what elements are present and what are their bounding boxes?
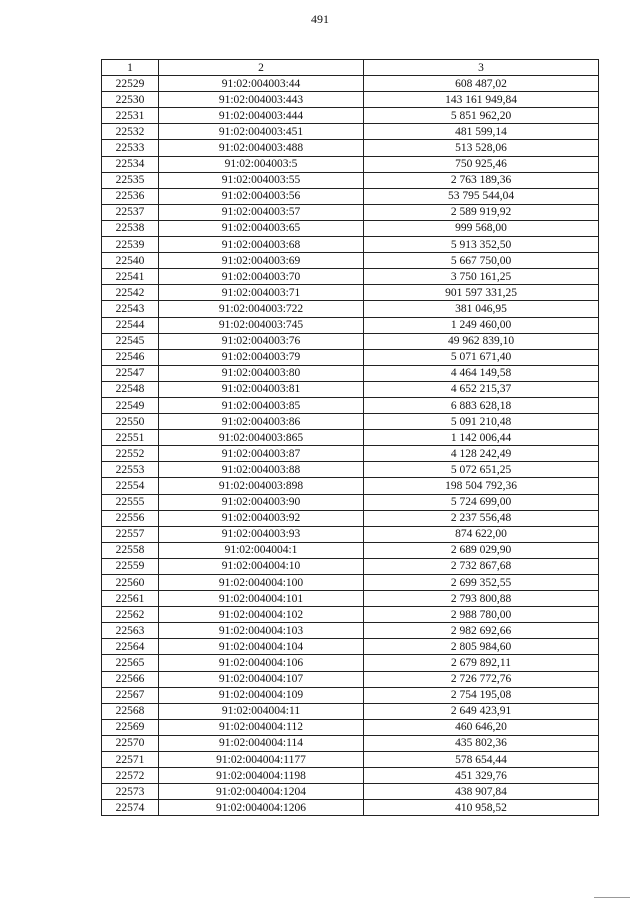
cadastral-number-cell: 91:02:004003:56: [159, 188, 364, 204]
row-number-cell: 22531: [102, 108, 159, 124]
cadastral-number-cell: 91:02:004004:1206: [159, 800, 364, 816]
table-row: [102, 446, 599, 462]
row-number-cell: 22563: [102, 623, 159, 639]
cadastral-number-cell: 91:02:004003:86: [159, 414, 364, 430]
value-cell: 6 883 628,18: [364, 397, 599, 413]
table-row: [102, 752, 599, 768]
cadastral-number-cell: 91:02:004003:898: [159, 478, 364, 494]
row-number-cell: 22558: [102, 542, 159, 558]
cadastral-number-cell: 91:02:004003:80: [159, 365, 364, 381]
table-row: [102, 542, 599, 558]
value-cell: 2 726 772,76: [364, 671, 599, 687]
table-row: [102, 784, 599, 800]
row-number-cell: 22557: [102, 526, 159, 542]
table-row: [102, 156, 599, 172]
cadastral-number-cell: 91:02:004003:93: [159, 526, 364, 542]
table-row: [102, 76, 599, 92]
table-row: [102, 285, 599, 301]
cadastral-number-cell: 91:02:004003:65: [159, 220, 364, 236]
value-cell: 901 597 331,25: [364, 285, 599, 301]
value-cell: 143 161 949,84: [364, 92, 599, 108]
row-number-cell: 22574: [102, 800, 159, 816]
row-number-cell: 22565: [102, 655, 159, 671]
cadastral-number-cell: 91:02:004003:76: [159, 333, 364, 349]
value-cell: 1 142 006,44: [364, 430, 599, 446]
row-number-cell: 22560: [102, 575, 159, 591]
table-row: [102, 607, 599, 623]
table-row: [102, 703, 599, 719]
cadastral-number-cell: 91:02:004003:443: [159, 92, 364, 108]
table-row: [102, 365, 599, 381]
table-row: [102, 639, 599, 655]
table-row: [102, 124, 599, 140]
row-number-cell: 22544: [102, 317, 159, 333]
row-number-cell: 22534: [102, 156, 159, 172]
value-cell: 5 091 210,48: [364, 414, 599, 430]
table-row: [102, 253, 599, 269]
row-number-cell: 22533: [102, 140, 159, 156]
cadastral-number-cell: 91:02:004003:92: [159, 510, 364, 526]
cadastral-number-cell: 91:02:004003:5: [159, 156, 364, 172]
cadastral-number-cell: 91:02:004004:1: [159, 542, 364, 558]
table-row: [102, 655, 599, 671]
table-row: [102, 317, 599, 333]
cadastral-number-cell: 91:02:004004:112: [159, 719, 364, 735]
table-row: [102, 301, 599, 317]
cadastral-number-cell: 91:02:004004:103: [159, 623, 364, 639]
table-row: [102, 140, 599, 156]
row-number-cell: 22569: [102, 719, 159, 735]
table-row: [102, 108, 599, 124]
row-number-cell: 22555: [102, 494, 159, 510]
value-cell: 2 793 800,88: [364, 591, 599, 607]
value-cell: 410 958,52: [364, 800, 599, 816]
value-cell: 53 795 544,04: [364, 188, 599, 204]
value-cell: 2 988 780,00: [364, 607, 599, 623]
table-row: [102, 172, 599, 188]
cadastral-number-cell: 91:02:004004:109: [159, 687, 364, 703]
value-cell: 5 667 750,00: [364, 253, 599, 269]
cadastral-number-cell: 91:02:004004:1177: [159, 752, 364, 768]
cadastral-number-cell: 91:02:004003:444: [159, 108, 364, 124]
value-cell: 198 504 792,36: [364, 478, 599, 494]
row-number-cell: 22554: [102, 478, 159, 494]
value-cell: 5 724 699,00: [364, 494, 599, 510]
cadastral-number-cell: 91:02:004003:69: [159, 253, 364, 269]
row-number-cell: 22532: [102, 124, 159, 140]
table-header-row: [102, 60, 599, 76]
value-cell: 460 646,20: [364, 719, 599, 735]
cadastral-number-cell: 91:02:004004:11: [159, 703, 364, 719]
value-cell: 2 982 692,66: [364, 623, 599, 639]
value-cell: 2 754 195,08: [364, 687, 599, 703]
row-number-cell: 22542: [102, 285, 159, 301]
table-row: [102, 478, 599, 494]
row-number-cell: 22556: [102, 510, 159, 526]
row-number-cell: 22545: [102, 333, 159, 349]
value-cell: 381 046,95: [364, 301, 599, 317]
value-cell: 608 487,02: [364, 76, 599, 92]
row-number-cell: 22529: [102, 76, 159, 92]
row-number-cell: 22553: [102, 462, 159, 478]
table-row: [102, 735, 599, 751]
table-row: [102, 462, 599, 478]
table-row: [102, 575, 599, 591]
table-row: [102, 719, 599, 735]
cadastral-number-cell: 91:02:004003:88: [159, 462, 364, 478]
row-number-cell: 22566: [102, 671, 159, 687]
column-header-1: 1: [102, 60, 159, 76]
row-number-cell: 22564: [102, 639, 159, 655]
cadastral-number-cell: 91:02:004004:106: [159, 655, 364, 671]
value-cell: 451 329,76: [364, 768, 599, 784]
value-cell: 435 802,36: [364, 735, 599, 751]
page-number: 491: [311, 12, 329, 26]
row-number-cell: 22571: [102, 752, 159, 768]
value-cell: 513 528,06: [364, 140, 599, 156]
row-number-cell: 22559: [102, 558, 159, 574]
value-cell: 3 750 161,25: [364, 269, 599, 285]
cadastral-number-cell: 91:02:004003:745: [159, 317, 364, 333]
table-row: [102, 204, 599, 220]
cadastral-number-cell: 91:02:004003:79: [159, 349, 364, 365]
row-number-cell: 22536: [102, 188, 159, 204]
row-number-cell: 22540: [102, 253, 159, 269]
row-number-cell: 22562: [102, 607, 159, 623]
cadastral-number-cell: 91:02:004004:107: [159, 671, 364, 687]
row-number-cell: 22548: [102, 381, 159, 397]
row-number-cell: 22539: [102, 237, 159, 253]
row-number-cell: 22551: [102, 430, 159, 446]
table-row: [102, 414, 599, 430]
value-cell: 2 732 867,68: [364, 558, 599, 574]
cadastral-number-cell: 91:02:004003:722: [159, 301, 364, 317]
row-number-cell: 22568: [102, 703, 159, 719]
cadastral-number-cell: 91:02:004004:1198: [159, 768, 364, 784]
value-cell: 4 652 215,37: [364, 381, 599, 397]
scan-artifact-line: [594, 897, 630, 898]
value-cell: 4 128 242,49: [364, 446, 599, 462]
cadastral-number-cell: 91:02:004003:71: [159, 285, 364, 301]
value-cell: 481 599,14: [364, 124, 599, 140]
row-number-cell: 22541: [102, 269, 159, 285]
cadastral-number-cell: 91:02:004004:101: [159, 591, 364, 607]
table-row: [102, 558, 599, 574]
row-number-cell: 22543: [102, 301, 159, 317]
cadastral-number-cell: 91:02:004004:100: [159, 575, 364, 591]
value-cell: 578 654,44: [364, 752, 599, 768]
cadastral-number-cell: 91:02:004003:70: [159, 269, 364, 285]
table-body: [102, 76, 599, 816]
table-row: [102, 381, 599, 397]
cadastral-number-cell: 91:02:004004:114: [159, 735, 364, 751]
table-row: [102, 591, 599, 607]
cadastral-number-cell: 91:02:004003:81: [159, 381, 364, 397]
table-row: [102, 269, 599, 285]
row-number-cell: 22572: [102, 768, 159, 784]
cadastral-number-cell: 91:02:004004:102: [159, 607, 364, 623]
row-number-cell: 22547: [102, 365, 159, 381]
value-cell: 2 763 189,36: [364, 172, 599, 188]
row-number-cell: 22538: [102, 220, 159, 236]
cadastral-number-cell: 91:02:004003:68: [159, 237, 364, 253]
cadastral-number-cell: 91:02:004003:44: [159, 76, 364, 92]
cadastral-number-cell: 91:02:004003:90: [159, 494, 364, 510]
table-row: [102, 768, 599, 784]
column-header-3: 3: [364, 60, 599, 76]
value-cell: 5 913 352,50: [364, 237, 599, 253]
row-number-cell: 22561: [102, 591, 159, 607]
row-number-cell: 22552: [102, 446, 159, 462]
value-cell: 49 962 839,10: [364, 333, 599, 349]
value-cell: 5 072 651,25: [364, 462, 599, 478]
value-cell: 2 679 892,11: [364, 655, 599, 671]
cadastral-number-cell: 91:02:004003:85: [159, 397, 364, 413]
value-cell: 5 851 962,20: [364, 108, 599, 124]
value-cell: 999 568,00: [364, 220, 599, 236]
table-row: [102, 671, 599, 687]
value-cell: 2 237 556,48: [364, 510, 599, 526]
table-row: [102, 494, 599, 510]
row-number-cell: 22567: [102, 687, 159, 703]
row-number-cell: 22530: [102, 92, 159, 108]
cadastral-number-cell: 91:02:004003:488: [159, 140, 364, 156]
table-row: [102, 333, 599, 349]
cadastral-number-cell: 91:02:004003:55: [159, 172, 364, 188]
table-row: [102, 687, 599, 703]
row-number-cell: 22546: [102, 349, 159, 365]
row-number-cell: 22537: [102, 204, 159, 220]
column-header-2: 2: [159, 60, 364, 76]
value-cell: 2 689 029,90: [364, 542, 599, 558]
value-cell: 4 464 149,58: [364, 365, 599, 381]
table-row: [102, 237, 599, 253]
cadastral-number-cell: 91:02:004003:451: [159, 124, 364, 140]
table-row: [102, 800, 599, 816]
table-row: [102, 623, 599, 639]
value-cell: 750 925,46: [364, 156, 599, 172]
row-number-cell: 22549: [102, 397, 159, 413]
table-row: [102, 188, 599, 204]
value-cell: 2 649 423,91: [364, 703, 599, 719]
value-cell: 2 699 352,55: [364, 575, 599, 591]
table-row: [102, 349, 599, 365]
table-row: [102, 526, 599, 542]
value-cell: 1 249 460,00: [364, 317, 599, 333]
value-cell: 2 805 984,60: [364, 639, 599, 655]
table-row: [102, 397, 599, 413]
table-row: [102, 220, 599, 236]
cadastral-number-cell: 91:02:004004:10: [159, 558, 364, 574]
table-row: [102, 92, 599, 108]
row-number-cell: 22550: [102, 414, 159, 430]
cadastral-number-cell: 91:02:004003:865: [159, 430, 364, 446]
value-cell: 438 907,84: [364, 784, 599, 800]
cadastral-number-cell: 91:02:004003:87: [159, 446, 364, 462]
cadastral-value-table: [101, 59, 599, 816]
table-row: [102, 510, 599, 526]
value-cell: 874 622,00: [364, 526, 599, 542]
cadastral-number-cell: 91:02:004003:57: [159, 204, 364, 220]
cadastral-number-cell: 91:02:004004:104: [159, 639, 364, 655]
value-cell: 5 071 671,40: [364, 349, 599, 365]
row-number-cell: 22535: [102, 172, 159, 188]
row-number-cell: 22573: [102, 784, 159, 800]
value-cell: 2 589 919,92: [364, 204, 599, 220]
cadastral-number-cell: 91:02:004004:1204: [159, 784, 364, 800]
row-number-cell: 22570: [102, 735, 159, 751]
table-row: [102, 430, 599, 446]
